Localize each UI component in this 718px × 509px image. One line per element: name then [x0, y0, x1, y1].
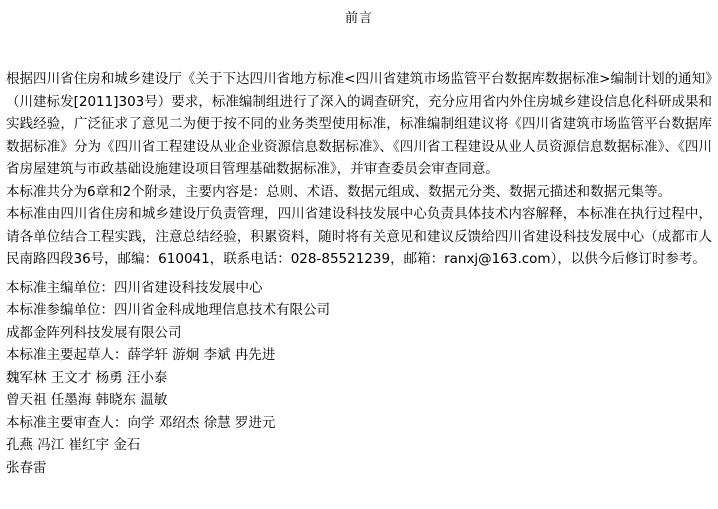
credit-value-6: 曾天祖 任墨海 韩晓东 温敏: [6, 392, 168, 408]
credit-value-9: 张春雷: [6, 459, 47, 476]
credit-label-2: 本标准参编单位：: [6, 302, 114, 318]
credit-value-4: 薛学轩 游炯 李斌 冉先进: [127, 347, 276, 363]
credit-line-8: [6, 434, 712, 457]
paragraph-2: 本标准共分为6章和2个附录，主要内容是：总则、术语、数据元组成、数据元分类、数据元描述和数据元集等。: [6, 183, 672, 200]
credit-label-1: 本标准主编单位：: [6, 279, 114, 296]
credit-line-1: [6, 277, 712, 300]
credit-value-7: 向学 邓绍杰 徐慧 罗进元: [127, 414, 276, 431]
page-title: 前言: [344, 11, 373, 26]
paragraph-3: 本标准由四川省住房和城乡建设厅负责管理，四川省建设科技发展中心负责具体技术内容解释，本标准在执行过程中，请各单位结合工程实践，注意总结经验，积累资料，随时将有关意见和建议反馈给四川省建设科技发展中心（成都市人民南路四段36号，邮编：610041，联系电话：028-85521239，邮箱：ranxj@163.com），以供今后修订时参考。: [6, 206, 712, 267]
credit-value-5: 魏军林 王文才 杨勇 汪小泰: [6, 369, 168, 386]
document-body: [6, 68, 712, 479]
credit-line-7: [6, 412, 712, 435]
paragraph-1: 根据四川省住房和城乡建设厅《关于下达四川省地方标准<四川省建筑市场监管平台数据库数据标准>编制计划的通知》（川建标发[2011]303号）要求，标准编制组进行了深入的调查研究，充分应用省内外住房城乡建设信息化科研成果和实践经验，广泛征求了意见二为便于按不同的业务类型使用标准，标准编制组建议将《四川省建筑市场监管平台数据库数据标准》分为《四川省工程建设从业企业资源信息数据标准》、《四川省工程建设从业人员资源信息数据标准》、《四川省房屋建筑与市政基础设施建设项目管理基础数据标准》，并审查委员会审查同意。: [6, 71, 712, 177]
credit-line-2: [6, 299, 712, 322]
credit-value-3: 成都金阵列科技发展有限公司: [6, 324, 182, 341]
document-page: [0, 10, 718, 509]
credit-value-2: 四川省金科成地理信息技术有限公司: [114, 302, 330, 318]
credit-value-8: 孔燕 冯江 崔红宇 金石: [6, 437, 141, 453]
credit-line-9: [6, 457, 712, 480]
credit-label-7: 本标准主要审查人：: [6, 414, 128, 431]
credit-line-4: [6, 344, 712, 367]
credit-line-6: [6, 389, 712, 412]
credit-line-3: [6, 322, 712, 345]
credit-line-5: [6, 367, 712, 390]
credit-label-4: 本标准主要起草人：: [6, 347, 128, 363]
credit-value-1: 四川省建设科技发展中心: [114, 279, 263, 296]
